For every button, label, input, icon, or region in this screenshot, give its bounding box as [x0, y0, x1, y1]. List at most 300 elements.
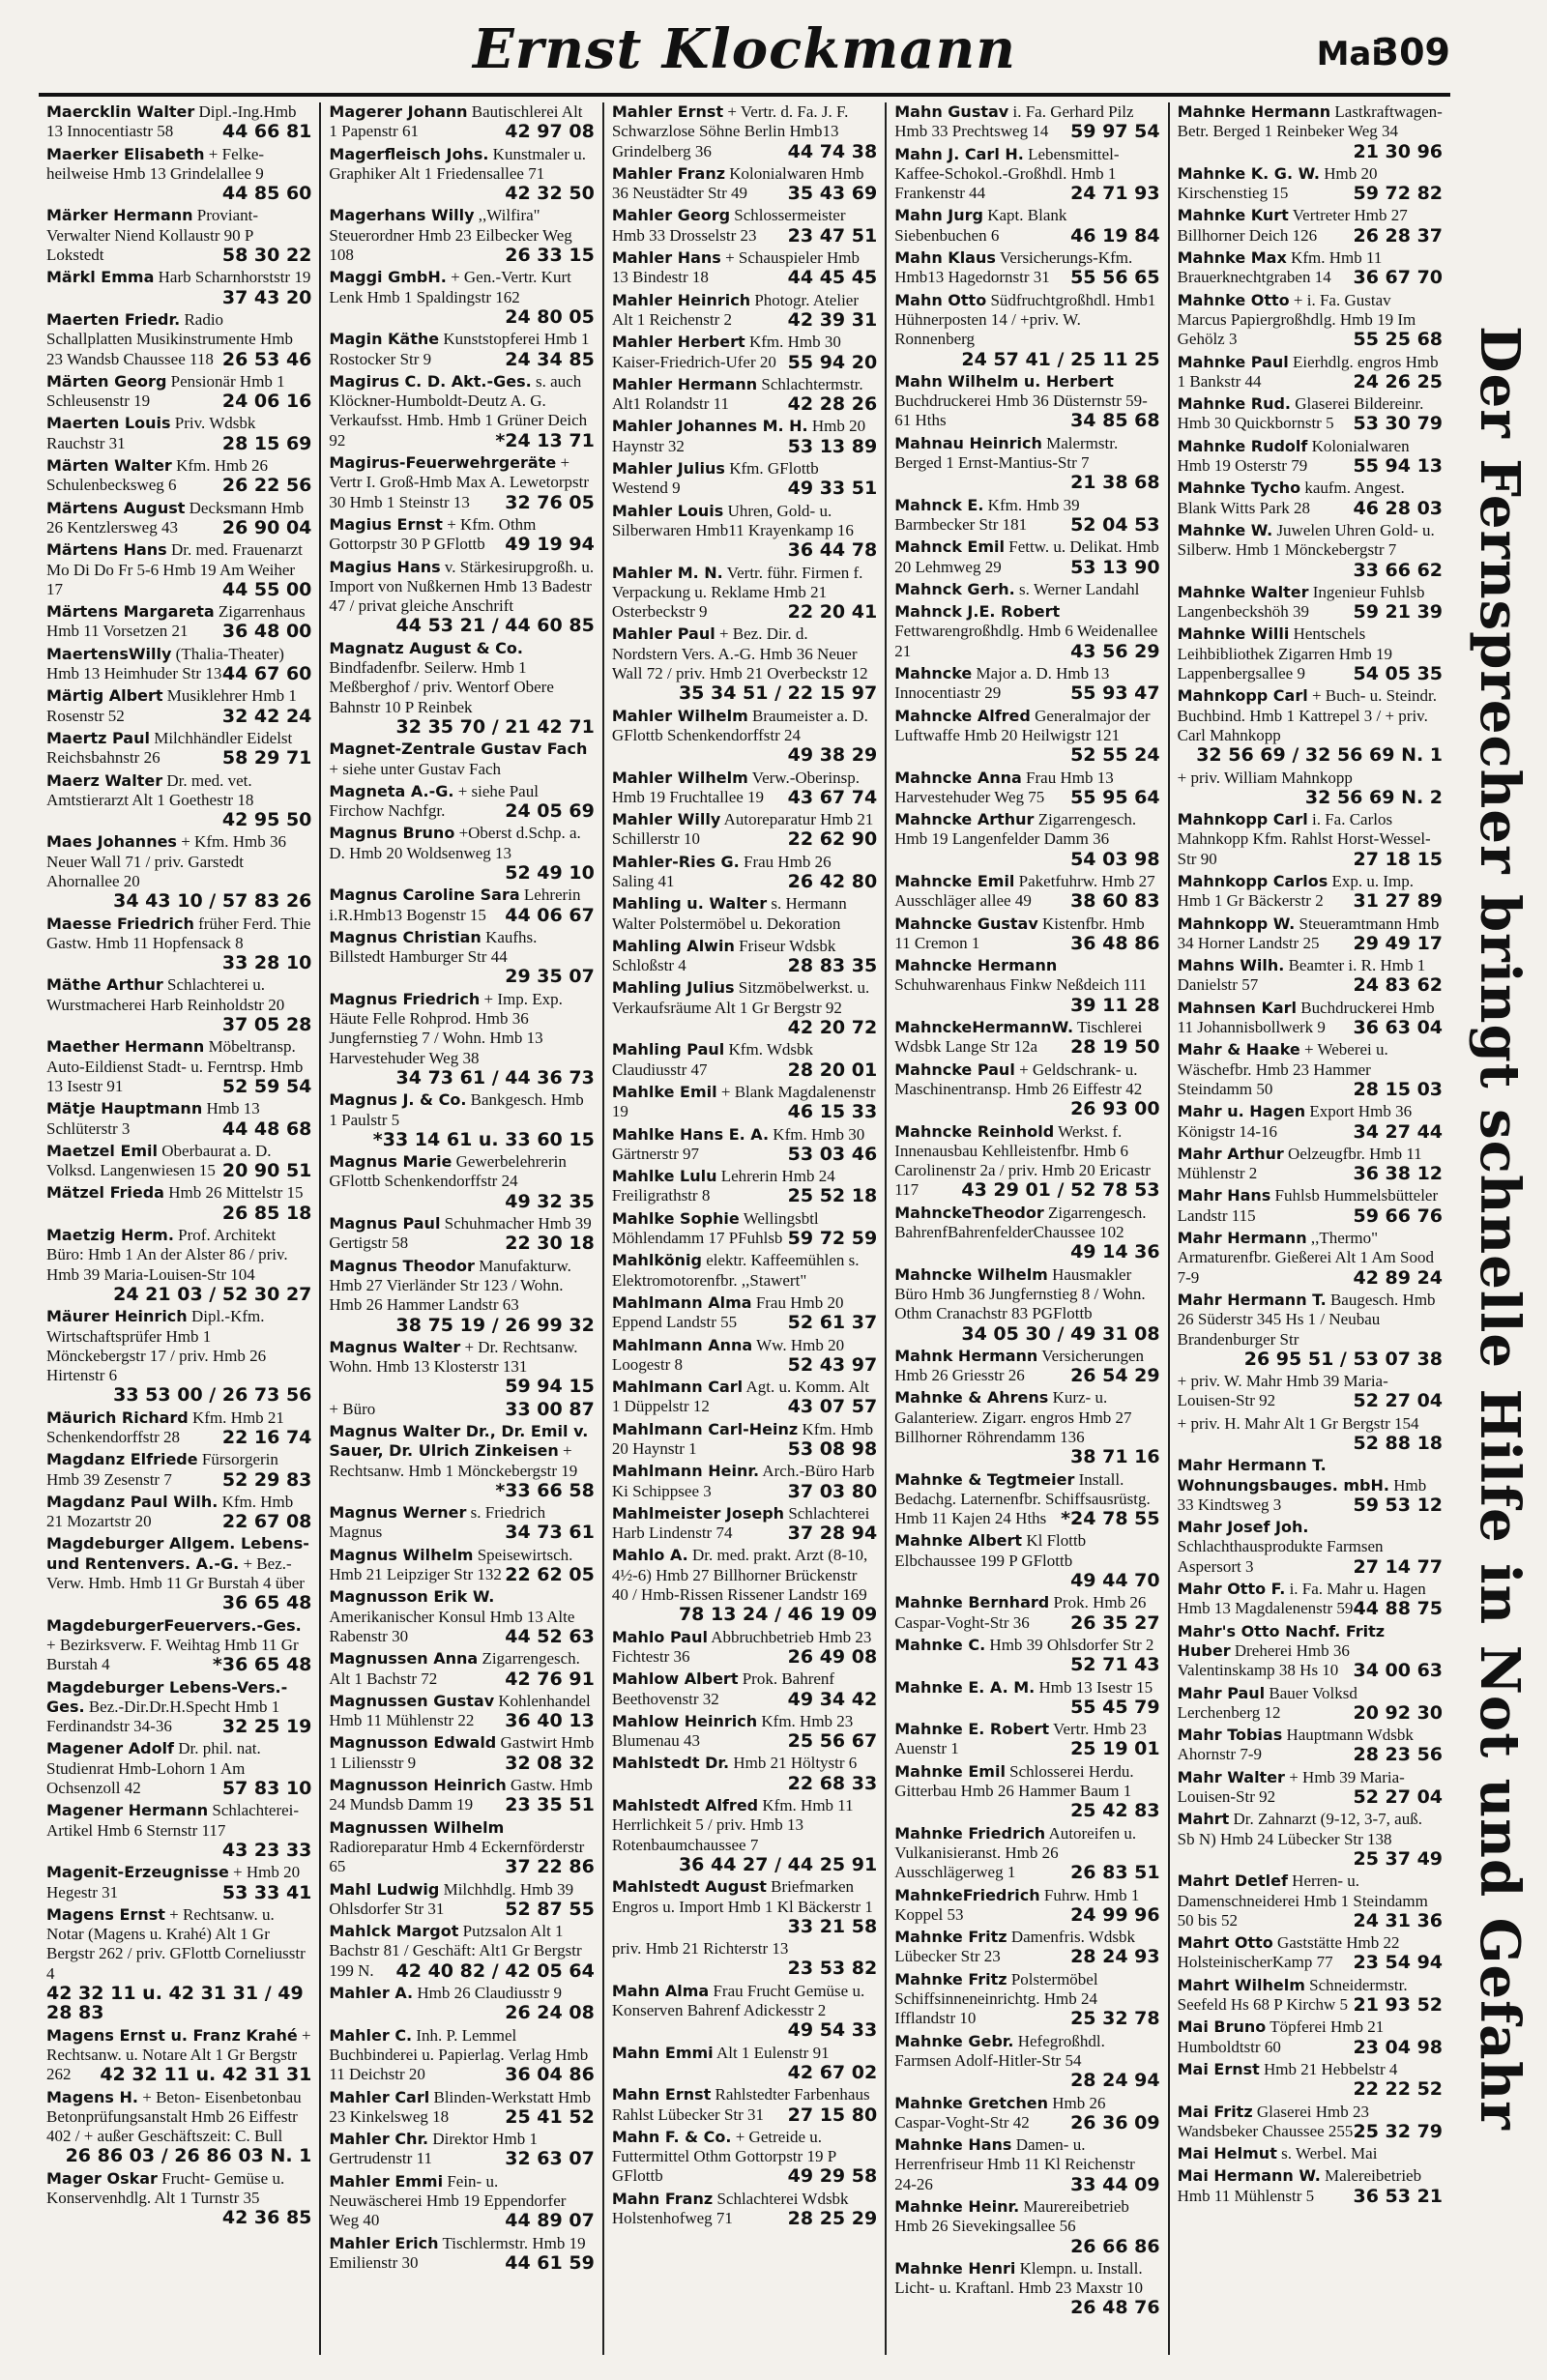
directory-entry [894, 496, 1159, 536]
directory-entry [1178, 353, 1443, 392]
directory-entry [612, 894, 877, 934]
directory-entry [329, 1152, 594, 1211]
entry-name: Mahnke Walter [1177, 582, 1309, 601]
phone-number: 33 44 09 [1070, 2173, 1160, 2195]
entry-name: Magnus Walter Dr., Dr. Emil v. Sauer, Dr. Ulrich Zinkeisen [329, 1422, 589, 1461]
entry-name: Mahlmann Heinr. [611, 1462, 760, 1481]
entry-name: Mahn Klaus [894, 248, 996, 268]
entry-name: Mahr Hans [1177, 1186, 1271, 1205]
entry-name: Mahr & Haake [1177, 1040, 1300, 1059]
entry-name: Mahnke Paul [1177, 352, 1289, 371]
entry-name: Magerer Johann [329, 102, 468, 121]
directory-entry [612, 1336, 877, 1376]
entry-details: Export Hmb 36 Königstr 14-16 [1177, 1102, 1413, 1141]
directory-entry [46, 540, 311, 599]
entry-name: Mahnkopp W. [1177, 914, 1296, 933]
directory-entry [612, 2190, 877, 2229]
entry-details: Maurereibetrieb Hmb 26 Sievekingsallee 56 [894, 2196, 1129, 2236]
entry-name: Mahncke Gustav [894, 914, 1038, 933]
phone-number: 24 21 03 / 52 30 27 [113, 1283, 312, 1305]
phone-number: 21 93 52 [1353, 1994, 1444, 2017]
entry-name: Maerker Elisabeth [46, 144, 205, 163]
phone-number: 32 42 24 [221, 705, 312, 727]
entry-name: Mahler Wilhelm [611, 768, 748, 787]
entry-name: Magens H. [46, 2087, 138, 2106]
entry-name: Mahnke C. [894, 1635, 986, 1654]
phone-number: 38 60 83 [1070, 890, 1160, 913]
entry-details: + Rechtsanw. u. Notare Alt 1 Gr Bergstr 262 [46, 2025, 311, 2084]
entry-details: Kfm. Wdsbk Claudiusstr 47 [611, 1040, 814, 1079]
phone-number: 37 28 94 [787, 1523, 878, 1545]
entry-details: +Oberst d.Schp. a. D. Hmb 20 Woldsenweg 13 [329, 824, 581, 862]
directory-entry [1178, 164, 1443, 204]
directory-entry [46, 2088, 311, 2166]
phone-number: 42 39 31 [787, 308, 878, 331]
column-2 [321, 102, 603, 2355]
phone-number: 26 83 51 [1070, 1862, 1160, 1884]
phone-number: 28 83 35 [787, 955, 878, 977]
directory-entry [1178, 1291, 1443, 1369]
phone-number: 24 57 41 / 25 11 25 [961, 348, 1160, 370]
entry-details: Malermstr. Berged 1 Ernst-Mantius-Str 7 [894, 433, 1119, 473]
phone-number: 53 13 89 [787, 435, 878, 457]
directory-entry [1178, 2144, 1443, 2163]
phone-number: 29 35 07 [505, 966, 595, 988]
phone-number: 32 35 70 / 21 42 71 [395, 715, 595, 738]
phone-number: 34 00 63 [1353, 1660, 1444, 1682]
entry-name: Mahnke Emil [894, 1761, 1006, 1781]
directory-entry [612, 1293, 877, 1333]
phone-number: 26 28 37 [1353, 224, 1444, 247]
directory-entry [329, 515, 594, 555]
phone-number: 42 32 11 u. 42 31 31 [100, 2064, 312, 2086]
entry-details: Uhren, Gold- u. Silberwaren Hmb11 Krayenkamp 16 [611, 501, 854, 539]
directory-entry [46, 456, 311, 496]
directory-entry [612, 564, 877, 623]
phone-number: 52 49 10 [505, 861, 595, 884]
entry-name: Maes Johannes [46, 832, 177, 852]
entry-name: Mahnke & Tegtmeier [894, 1469, 1075, 1489]
phone-number: 43 29 01 / 52 78 53 [961, 1179, 1160, 1202]
entry-name: Magneta A.-G. [329, 781, 454, 800]
directory-entry [612, 2085, 877, 2125]
entry-name: Mahnke E. A. M. [894, 1677, 1036, 1697]
directory-entry [1178, 1456, 1443, 1515]
phone-number: 33 00 87 [505, 1398, 595, 1420]
phone-number: 34 85 68 [1070, 410, 1160, 432]
entry-details: Proviant-Verwalter Niend Kollaustr 90 P Lokstedt [46, 206, 259, 265]
directory-entry [894, 1060, 1159, 1119]
directory-entry [894, 602, 1159, 661]
entry-details: Zigarrenhaus Hmb 11 Vorsetzen 21 [46, 602, 306, 641]
entry-name: Mahn Emmi [611, 2043, 714, 2062]
entry-name: Mahlmann Alma [611, 1292, 752, 1312]
phone-number: 49 38 29 [787, 744, 878, 767]
directory-entry [612, 1504, 877, 1544]
phone-number: *33 14 61 u. 33 60 15 [372, 1128, 595, 1150]
entry-name: Mahncke Hermann [894, 956, 1058, 975]
entry-name: Magnusson Heinrich [329, 1776, 507, 1795]
entry-details: + Schauspieler Hmb 13 Bindestr 18 [611, 248, 861, 287]
entry-details: Speisewirtsch. Hmb 21 Leipziger Str 132 [329, 1545, 573, 1584]
phone-number: 43 07 57 [787, 1396, 878, 1418]
entry-name: MahnkeFriedrich [894, 1885, 1040, 1904]
entry-name: MaertensWilly [46, 644, 172, 663]
entry-name: Mahnke Rudolf [1177, 436, 1308, 455]
entry-name: Mai Hermann W. [1177, 2166, 1321, 2186]
entry-name: Mahlke Hans E. A. [611, 1124, 770, 1144]
phone-number: 53 13 90 [1070, 556, 1160, 578]
phone-number: 42 95 50 [221, 809, 312, 831]
phone-number: 25 37 49 [1353, 1847, 1444, 1870]
phone-number: 44 85 60 [221, 183, 312, 205]
phone-number: 22 67 08 [221, 1511, 312, 1533]
entry-name: Mahr Hermann T. [1177, 1290, 1327, 1309]
phone-number: 26 42 80 [787, 870, 878, 892]
page-number: 309 [1373, 31, 1450, 73]
phone-number: 36 38 12 [1353, 1163, 1444, 1185]
directory-entry [612, 1040, 877, 1080]
phone-number: 32 25 19 [221, 1716, 312, 1738]
entry-name: MahnckeHermannW. [894, 1018, 1074, 1037]
phone-number: 55 45 79 [1070, 1696, 1160, 1718]
entry-details: Prok. Hmb 26 Caspar-Voght-Str 36 [894, 1593, 1147, 1632]
entry-details: Klempn. u. Install. Licht- u. Kraftanl. Hmb 23 Maxstr 10 [894, 2258, 1144, 2298]
phone-number: 26 33 15 [505, 245, 595, 267]
phone-number: 23 54 94 [1353, 1952, 1444, 1974]
entry-details: Sitzmöbelwerkst. u. Verkaufsräume Alt 1 Gr Bergstr 92 [611, 978, 870, 1017]
directory-entry [1178, 1229, 1443, 1288]
phone-number: 38 71 16 [1070, 1446, 1160, 1468]
entry-name: Mahnke Friedrich [894, 1823, 1046, 1843]
directory-entry [329, 1880, 594, 1920]
phone-number: 44 88 75 [1353, 1598, 1444, 1620]
directory-entry [612, 1251, 877, 1291]
directory-entry [1178, 2166, 1443, 2206]
phone-number: 29 49 17 [1353, 932, 1444, 954]
entry-details: + Hmb 20 Hegestr 31 [46, 1863, 301, 1901]
entry-name: Magnet-Zentrale Gustav Fach [329, 740, 588, 759]
directory-entry [329, 1984, 594, 2023]
entry-details: Steueramtmann Hmb 34 Horner Landstr 25 [1177, 914, 1440, 952]
entry-name: Mahnck Emil [894, 537, 1005, 557]
entry-details: + Imp. Exp. Häute Felle Rohprod. Hmb 36 Jungfernstieg 7 / Wohn. Hmb 13 Harvestehuder Weg 38 [329, 989, 563, 1067]
entry-details: Dr. med. Frauenarzt Mo Di Do Fr 5-6 Hmb 19 Am Weiher 17 [46, 540, 303, 598]
entry-name: Mahler Johannes M. H. [611, 417, 808, 436]
entry-details: + Gen.-Vertr. Kurt Lenk Hmb 1 Spaldingstr 162 [329, 268, 571, 306]
entry-name: Magin Käthe [329, 330, 440, 349]
entry-name: Märtens August [46, 498, 186, 517]
entry-details: Schneidermstr. Seefeld Hs 68 P Kirchw 5 [1177, 1975, 1408, 2015]
entry-details: Photogr. Atelier Alt 1 Reichenstr 2 [611, 290, 860, 329]
entry-name: Magnus Caroline Sara [329, 885, 520, 905]
phone-number: 27 18 15 [1353, 848, 1444, 870]
entry-details: priv. Hmb 21 Richterstr 13 [611, 1939, 789, 1959]
phone-number: 49 54 33 [787, 2019, 878, 2042]
directory-entry [1178, 1976, 1443, 2016]
entry-details: + i. Fa. Gustav Marcus Papiergroßhdlg. Hmb 19 Im Gehölz 3 [1177, 290, 1416, 349]
phone-number: 53 08 98 [787, 1438, 878, 1460]
directory-entry [1178, 583, 1443, 623]
entry-details: Hmb 26 Claudiusstr 9 [417, 1984, 563, 2003]
phone-number: 23 53 82 [787, 1958, 878, 1980]
entry-details: Tischlerei Wdsbk Lange Str 12a [894, 1018, 1143, 1057]
entry-details: Hmb 39 Ohlsdorfer Str 2 [989, 1635, 1154, 1654]
directory-entry [329, 885, 594, 925]
entry-name: Mäthe Arthur [46, 975, 163, 995]
column-3 [604, 102, 887, 2355]
directory-entry [894, 914, 1159, 954]
directory-entry [894, 707, 1159, 766]
phone-number: 25 32 79 [1353, 2120, 1444, 2142]
directory-entry [894, 1531, 1159, 1590]
entry-details: Kurz- u. Galanteriew. Zigarr. engros Hmb 27 Billhorner Röhrendamm 136 [894, 1388, 1132, 1446]
entry-details: Lastkraftwagen-Betr. Berged 1 Reinbeker Weg 34 [1177, 102, 1443, 141]
phone-number: 43 56 29 [1070, 640, 1160, 662]
phone-number: 52 04 53 [1070, 513, 1160, 536]
entry-details: + Bez. Dir. d. Nordstern Vers. A.-G. Hmb 36 Neuer Wall 72 / priv. Hmb 21 Overbeckstr 12 [611, 624, 868, 683]
entry-details: Fuhrw. Hmb 1 Koppel 53 [894, 1885, 1140, 1924]
entry-name: Mahr Josef Joh. [1177, 1518, 1309, 1537]
entry-name: Mahler Carl [329, 2087, 430, 2106]
directory-entry [612, 1754, 877, 1793]
directory-entry [1178, 2103, 1443, 2142]
entry-name: Mahr Otto F. [1177, 1580, 1286, 1599]
entry-details: Hmb 26 Caspar-Voght-Str 42 [894, 2093, 1106, 2132]
directory-entry [46, 729, 311, 769]
entry-name: Mahrt Detlef [1177, 1872, 1288, 1891]
directory-entry [46, 2169, 311, 2228]
phone-number: 24 06 16 [221, 391, 312, 413]
phone-number: 34 43 10 / 57 83 26 [113, 890, 312, 913]
directory-entry [1178, 437, 1443, 477]
phone-number: 31 27 89 [1353, 890, 1444, 913]
entry-details: Schlachterei u. Wurstmacherei Harb Reinholdstr 20 [46, 975, 285, 1014]
entry-name: Mäurich Richard [46, 1408, 189, 1427]
entry-name: Mahling Paul [611, 1040, 725, 1059]
entry-details: Schuhwarenhaus Finkw Neßdeich 111 [894, 975, 1147, 995]
phone-number: 37 43 20 [221, 286, 312, 308]
entry-details: Lehrerin Hmb 24 Freiligrathstr 8 [611, 1167, 835, 1205]
directory-columns [39, 102, 1450, 2355]
directory-entry [894, 1928, 1159, 1967]
entry-details: Oberbaurat a. D. Volksd. Langenwiesen 15 [46, 1141, 272, 1180]
directory-entry [894, 1886, 1159, 1926]
entry-details: i. Fa. Mahr u. Hagen Hmb 13 Magdalenenstr 59 [1177, 1580, 1426, 1618]
directory-entry [46, 1307, 311, 1405]
entry-details: Kfm. Hmb 11 Brauerknechtgraben 14 [1177, 248, 1383, 287]
directory-entry [1178, 1933, 1443, 1973]
entry-details: Paketfuhrw. Hmb 27 Ausschläger allee 49 [894, 871, 1155, 911]
directory-entry [1178, 2060, 1443, 2100]
entry-name: Mahler-Ries G. [611, 852, 740, 871]
entry-details: Arch.-Büro Harb Ki Schippsee 3 [611, 1462, 875, 1500]
entry-details: Braumeister a. D. GFlottb Schenkendorffstr 24 [611, 706, 868, 744]
entry-details: Juwelen Uhren Gold- u. Silberw. Hmb 1 Mönckebergstr 7 [1177, 520, 1435, 560]
entry-name: Magnussen Wilhelm [329, 1817, 505, 1837]
directory-entry [894, 1204, 1159, 1263]
entry-name: Mahrt Wilhelm [1177, 1975, 1305, 1994]
entry-details: Frau Hmb 20 Eppend Landstr 55 [611, 1292, 844, 1332]
entry-details: Alt 1 Eulenstr 91 [715, 2043, 830, 2062]
directory-entry [329, 1692, 594, 1731]
entry-name: Mahlstedt Dr. [611, 1754, 730, 1773]
directory-entry [612, 810, 877, 850]
directory-entry [612, 2128, 877, 2187]
entry-name: Mahler C. [329, 2025, 413, 2045]
directory-entry [329, 2026, 594, 2085]
directory-entry [612, 769, 877, 808]
phone-number: 42 28 26 [787, 393, 878, 416]
entry-details: s. auch Klöckner-Humboldt-Deutz A. G. Verkaufsst. Hmb. Hmb 1 Grüner Deich 92 [329, 371, 588, 450]
entry-name: Mahn F. & Co. [611, 2127, 732, 2146]
entry-name: Mahn Otto [894, 290, 987, 309]
directory-entry [46, 372, 311, 412]
directory-entry [894, 2094, 1159, 2133]
entry-name: Mahler Wilhelm [611, 706, 748, 725]
phone-number: 55 56 65 [1070, 267, 1160, 289]
phone-number: 28 25 29 [787, 2207, 878, 2229]
entry-name: Magnus Paul [329, 1214, 441, 1234]
phone-number: 28 24 93 [1070, 1946, 1160, 1968]
phone-number: 27 15 80 [787, 2104, 878, 2126]
directory-entry [46, 206, 311, 265]
directory-entry [612, 1125, 877, 1165]
directory-entry [46, 686, 311, 726]
directory-entry [612, 2044, 877, 2083]
directory-entry [46, 1801, 311, 1860]
phone-number: 46 15 33 [787, 1101, 878, 1123]
entry-name: Mahnk Hermann [894, 1346, 1038, 1365]
phone-number: 44 53 21 / 44 60 85 [395, 615, 595, 637]
phone-number: 58 29 71 [221, 747, 312, 769]
entry-name: Magens Ernst [46, 1904, 165, 1924]
directory-entry [612, 1628, 877, 1668]
phone-number: 23 04 98 [1353, 2036, 1444, 2058]
entry-name: Märker Hermann [46, 206, 193, 225]
entry-name: Mahn Franz [611, 2189, 714, 2208]
directory-entry [46, 1450, 311, 1490]
entry-name: Magirus-Feuerwehrgeräte [329, 453, 557, 473]
directory-entry [612, 417, 877, 456]
phone-number: *36 65 48 [212, 1654, 312, 1676]
phone-number: 24 83 62 [1353, 974, 1444, 997]
entry-name: Mahnke Gretchen [894, 2093, 1048, 2112]
phone-number: 24 31 36 [1353, 1909, 1444, 1931]
phone-number: 22 20 41 [787, 601, 878, 624]
entry-details: Fürsorgerin Hmb 39 Zesenstr 7 [46, 1450, 278, 1489]
entry-details: Hmb 13 Isestr 15 [1038, 1677, 1153, 1697]
entry-name: Mahncke Alfred [894, 706, 1031, 725]
entry-name: Magnatz August & Co. [329, 638, 523, 657]
entry-name: Mahler Hans [611, 248, 721, 268]
directory-entry [1178, 291, 1443, 350]
directory-entry [612, 1546, 877, 1624]
directory-entry [329, 639, 594, 737]
phone-number: 55 93 47 [1070, 682, 1160, 705]
entry-name: Mai Helmut [1177, 2144, 1277, 2163]
phone-number: 39 11 28 [1070, 994, 1160, 1016]
entry-name: Märten Walter [46, 456, 172, 476]
phone-number: 55 94 13 [1353, 455, 1444, 478]
entry-details: Buchdruckerei Hmb 11 Johannisbollwerk 9 [1177, 998, 1435, 1037]
entry-name: Mahncke Paul [894, 1059, 1015, 1079]
entry-details: früher Ferd. Thie Gastw. Hmb 11 Hopfensack 8 [46, 914, 311, 952]
entry-details: Kohlenhandel Hmb 11 Mühlenstr 22 [329, 1691, 591, 1730]
phone-number: 23 35 51 [505, 1794, 595, 1816]
phone-number: 46 19 84 [1070, 224, 1160, 247]
phone-number: 42 20 72 [787, 1017, 878, 1039]
entry-name: Mahr u. Hagen [1177, 1102, 1306, 1121]
phone-number: *24 13 71 [495, 429, 595, 451]
directory-entry [894, 1762, 1159, 1821]
phone-number: 24 26 25 [1353, 370, 1444, 392]
entry-details: + priv. W. Mahr Hmb 39 Maria-Louisen-Str 92 [1177, 1372, 1388, 1410]
directory-entry [46, 310, 311, 369]
phone-number: 36 48 00 [221, 621, 312, 643]
entry-details: Zigarrengesch. BahrenfBahrenfelderChaussee 102 [894, 1203, 1147, 1242]
phone-number: 26 90 04 [221, 516, 312, 538]
column-4 [887, 102, 1169, 2355]
entry-details: Prok. Bahrenf Beethovenstr 32 [611, 1669, 835, 1708]
entry-details: + Kfm. Hmb 36 Neuer Wall 71 / priv. Garstedt Ahornallee 20 [46, 832, 286, 890]
entry-name: Magius Ernst [329, 514, 443, 534]
phone-number: 24 34 85 [505, 348, 595, 370]
directory-entry [46, 145, 311, 204]
phone-number: 54 05 35 [1353, 663, 1444, 685]
phone-number: 20 92 30 [1353, 1701, 1444, 1724]
directory-entry [612, 502, 877, 561]
directory-entry [46, 1616, 311, 1675]
entry-name: Magens Ernst u. Franz Krahé [46, 2025, 298, 2045]
phone-number: 59 72 82 [1353, 183, 1444, 205]
entry-name: Mai Bruno [1177, 2017, 1267, 2037]
entry-name: Mahnke Otto [1177, 290, 1290, 309]
directory-entry [46, 771, 311, 830]
phone-number: 33 21 58 [787, 1915, 878, 1937]
entry-details: Töpferei Hmb 21 Humboldtstr 60 [1177, 2017, 1385, 2056]
entry-details: + Büro [329, 1399, 376, 1418]
phone-number: 44 55 00 [221, 578, 312, 600]
entry-details: Damen- u. Herrenfriseur Hmb 11 Kl Reichenstr 24-26 [894, 2135, 1135, 2193]
phone-number: 26 36 09 [1070, 2111, 1160, 2133]
directory-entry [894, 1720, 1159, 1759]
phone-number: 54 03 98 [1070, 848, 1160, 870]
entry-details: + Bez.-Verw. Hmb. Hmb 11 Gr Burstah 4 über [46, 1553, 305, 1593]
entry-details: Schlachtermstr. Alt1 Rolandstr 11 [611, 374, 863, 414]
entry-details: Frau Hmb 13 Harvestehuder Weg 75 [894, 768, 1114, 806]
entry-name: Mahrt Otto [1177, 1933, 1273, 1953]
directory-entry [612, 1712, 877, 1752]
directory-entry [46, 1408, 311, 1448]
entry-name: Mahler Hermann [611, 374, 758, 393]
directory-entry [329, 1733, 594, 1773]
directory-entry [1178, 1580, 1443, 1619]
phone-number: 26 85 18 [221, 1202, 312, 1224]
entry-name: Maertz Paul [46, 728, 150, 747]
phone-number: 22 62 05 [505, 1564, 595, 1586]
phone-number: 42 40 82 / 42 05 64 [395, 1959, 595, 1982]
entry-details: Zigarrengesch. Hmb 19 Langenfelder Damm 36 [894, 810, 1137, 849]
entry-name: Maggi GmbH. [329, 268, 447, 287]
entry-details: v. Stärkesirupgroßh. u. Import von Nußkernen Hmb 13 Badestr 47 / privat gleiche Anschrift [329, 557, 595, 616]
directory-entry [1178, 2017, 1443, 2057]
phone-number: 57 83 10 [221, 1778, 312, 1800]
directory-entry [329, 1503, 594, 1543]
entry-name: Mahl Ludwig [329, 1879, 440, 1899]
entry-name: Magdanz Paul Wilh. [46, 1492, 219, 1511]
phone-number: 21 38 68 [1070, 472, 1160, 494]
